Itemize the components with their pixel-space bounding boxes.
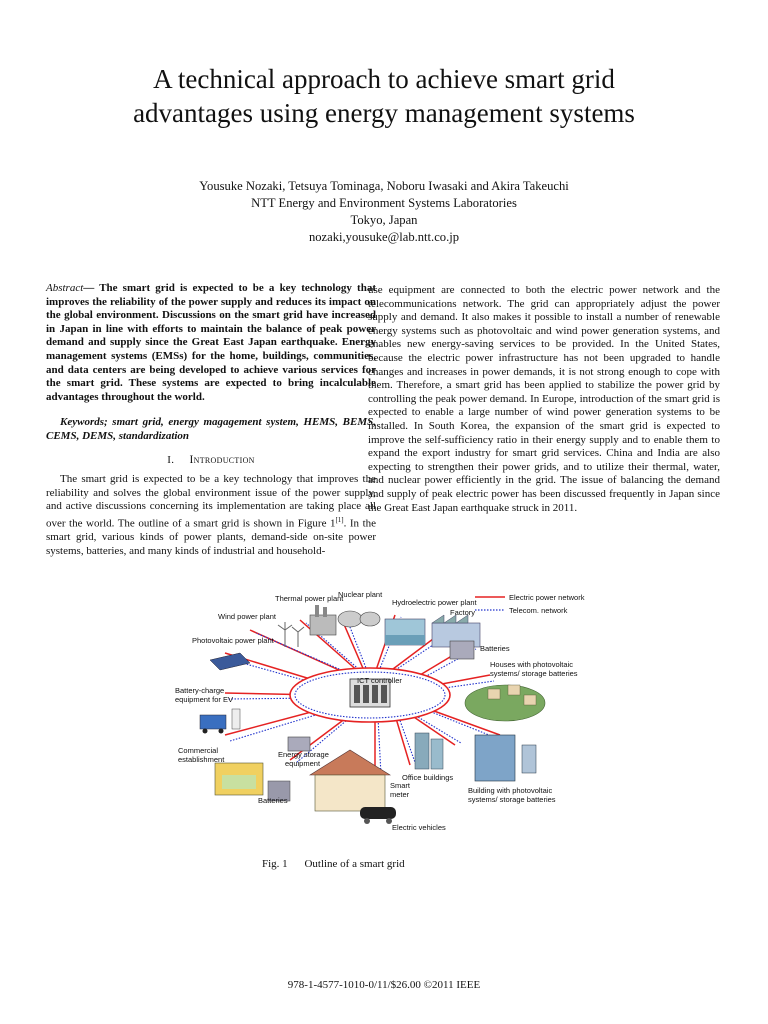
abstract-dash: — bbox=[83, 282, 100, 294]
author-affiliation: NTT Energy and Environment Systems Laboratories bbox=[251, 196, 517, 210]
title-line-2: advantages using energy management systems bbox=[133, 98, 635, 128]
houses-pv-label-1: Houses with photovoltaic bbox=[490, 660, 573, 669]
storage-label-2: equipment bbox=[285, 759, 321, 768]
intro-text-2: . In the smart grid, various kinds of power plants, demand-side on-site power systems, batteries, and many kinds of industrial and household- bbox=[46, 517, 377, 557]
legend-power-label: Electric power network bbox=[509, 593, 585, 602]
commercial-label-1: Commercial bbox=[178, 746, 219, 755]
author-email: nozaki,yousuke@lab.ntt.co.jp bbox=[308, 230, 460, 244]
keywords-text: smart grid, energy magagement system, HEMS, BEMS, CEMS, DEMS, standardization bbox=[46, 416, 376, 442]
nuclear-plant-label: Nuclear plant bbox=[338, 590, 383, 599]
figure-caption-number: Fig. 1 bbox=[262, 858, 288, 870]
author-location: Tokyo, Japan bbox=[350, 213, 418, 227]
legend-telecom-label: Telecom. network bbox=[509, 606, 568, 615]
hydro-plant-icon bbox=[385, 619, 425, 645]
pv-plant-label: Photovoltaic power plant bbox=[192, 636, 274, 645]
intro-text-1: The smart grid is expected to be a key technology that improves the reliability and solves the global environment issue of the power supply, and active discussions concerning its implementation are taking place all over the world. The outline of a smart grid is shown in Figure 1 bbox=[46, 473, 376, 530]
hydro-plant-label: Hydroelectric power plant bbox=[392, 598, 477, 607]
building-pv-label-1: Building with photovoltaic bbox=[468, 786, 553, 795]
thermal-plant-label: Thermal power plant bbox=[275, 594, 344, 603]
electric-vehicle-icon bbox=[360, 807, 396, 824]
copyright-footer: 978-1-4577-1010-0/11/$26.00 ©2011 IEEE bbox=[287, 979, 481, 991]
ev-label: Electric vehicles bbox=[392, 823, 446, 832]
building-pv-icon bbox=[475, 735, 536, 781]
houses-pv-icon bbox=[465, 685, 545, 721]
energy-storage-icon bbox=[288, 737, 310, 751]
figure-caption bbox=[262, 858, 405, 870]
abstract bbox=[46, 282, 376, 404]
batteries-top-label: Batteries bbox=[480, 644, 510, 653]
factory-label: Factory bbox=[450, 608, 476, 617]
pv-plant-icon bbox=[210, 653, 250, 670]
houses-pv-label-2: systems/ storage batteries bbox=[490, 669, 578, 678]
left-column bbox=[46, 282, 376, 558]
wind-plant-label: Wind power plant bbox=[218, 612, 276, 621]
ict-controller-label: ICT controller bbox=[357, 676, 402, 685]
building-pv-label-2: systems/ storage batteries bbox=[468, 795, 556, 804]
office-label: Office buildings bbox=[402, 773, 454, 782]
keywords bbox=[46, 416, 376, 443]
ev-charge-label-2: equipment for EV bbox=[175, 695, 233, 704]
paper-title bbox=[40, 62, 728, 130]
thermal-plant-icon bbox=[310, 605, 336, 635]
smart-grid-diagram bbox=[170, 585, 610, 835]
abstract-label: Abstract bbox=[46, 282, 84, 294]
section-heading bbox=[46, 454, 376, 468]
section-title: Introduction bbox=[189, 453, 255, 466]
storage-label-1: Energy storage bbox=[278, 750, 329, 759]
ev-charge-label-1: Battery-charge bbox=[175, 686, 225, 695]
batteries-top-icon bbox=[450, 641, 474, 659]
ev-charger-icon bbox=[200, 709, 240, 734]
section-number: I. bbox=[167, 453, 175, 466]
batteries-bottom-label: Batteries bbox=[258, 796, 288, 805]
title-line-1: A technical approach to achieve smart grid bbox=[153, 64, 615, 94]
right-column bbox=[368, 284, 720, 515]
smart-meter-label-1: Smart bbox=[390, 781, 411, 790]
figure-caption-text: Outline of a smart grid bbox=[304, 858, 405, 870]
wind-turbine-icon bbox=[278, 622, 304, 647]
smart-grid-figure bbox=[170, 585, 610, 835]
smart-meter-label-2: meter bbox=[390, 790, 410, 799]
commercial-label-2: establishment bbox=[178, 755, 225, 764]
keywords-label: Keywords; bbox=[60, 416, 108, 429]
commercial-icon bbox=[215, 763, 263, 795]
intro-citation[interactable]: [1] bbox=[335, 515, 344, 524]
nuclear-plant-icon bbox=[338, 611, 380, 627]
author-block bbox=[40, 178, 728, 246]
right-column-paragraph: use equipment are connected to both the electric power network and the telecommunications network. The grid can appropriately adjust the power supply and demand. It also makes it possible to install a number of renewable energy systems such as photovoltaic and wind power generation systems, and enables new energy-saving services to be provided. In the United States, because the electric power infrastructure has not been upgraded to handle changes and increases in power demands, it is not strong enough to cope with them. Therefore, a smart grid has been applied to stabilize the power grid by controlling the peak power demand. In Europe, introduction of the smart grid is expected to enable a large number of wind power generation systems to be installed. In South Korea, the expansion of the smart grid is expected to improve the self-sufficiency ratio in their energy supply and to enable them to expand the export industry for smart grid services. China and India are also expecting to strengthen their power grids, and to utilize their thermal, water, and nuclear power efficiently in the grid. The issue of balancing the demand and supply of peak electric power has been discussed frequently in Japan since the Great East Japan earthquake struck in 2011. bbox=[368, 284, 720, 514]
abstract-text: The smart grid is expected to be a key technology that improves the reliability of the power supply and reduces its impact on the global environment. Discussions on the smart grid have increased in Japan in line with efforts to maintain the balance of peak power demand and supply since the Great East Japan earthquake. Energy management systems (EMSs) for the home, buildings, communities, and data centers are being developed to achieve various services for the smart grid. These systems are expected to bring incalculable advantages throughout the world. bbox=[46, 282, 376, 403]
office-buildings-icon bbox=[415, 733, 443, 769]
intro-paragraph bbox=[46, 473, 376, 558]
author-names: Yousuke Nozaki, Tetsuya Tominaga, Noboru Iwasaki and Akira Takeuchi bbox=[199, 179, 569, 193]
